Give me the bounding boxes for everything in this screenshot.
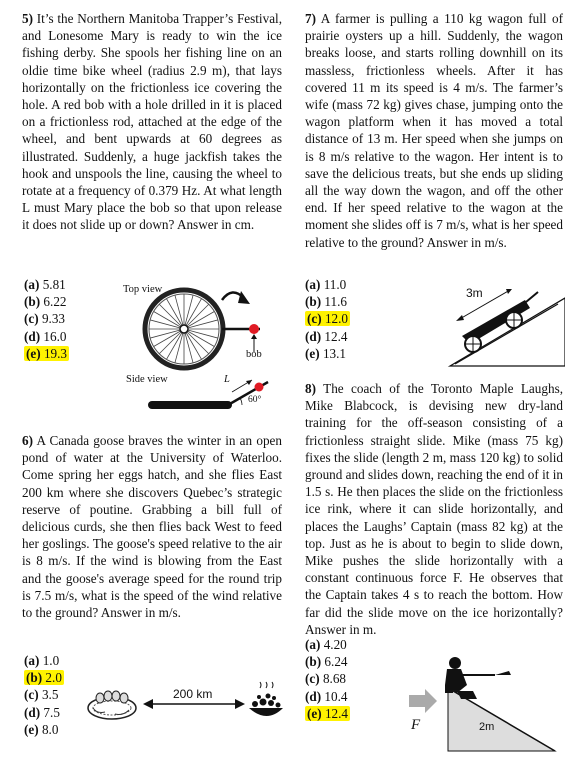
q7-answer-a (305, 276, 350, 293)
q8-number: 8) (305, 381, 316, 396)
q5-answer-list (24, 276, 69, 362)
q5-figure (110, 270, 285, 420)
q8-answer-e (305, 705, 350, 722)
q5-answer-a (24, 276, 69, 293)
angle-label: 60° (248, 395, 262, 405)
q6-answer-c (24, 686, 64, 703)
slide-length-label: 2m (479, 721, 495, 733)
q7-answer-d (305, 328, 350, 345)
q8-answer-a (305, 636, 350, 653)
answer-text (24, 722, 58, 737)
answer-value: 19.3 (43, 345, 68, 361)
answer-label: (a) (24, 277, 40, 292)
answer-label: (c) (307, 311, 322, 327)
q8-text (305, 380, 563, 638)
right-column (305, 10, 563, 251)
highlighted-answer (24, 346, 69, 361)
q6-answer-b (24, 669, 64, 686)
distance-label: 200 km (173, 687, 213, 701)
poutine-icon (249, 682, 283, 716)
answer-label: (a) (305, 637, 321, 652)
answer-text (24, 687, 58, 702)
answer-value: 9.33 (41, 311, 66, 327)
q8-answer-list (305, 636, 350, 722)
answer-label: (a) (24, 653, 40, 668)
answer-label: (e) (305, 345, 320, 361)
q5-body: It’s the Northern Manitoba Trapper’s Festival, and Lonesome Mary is ready to win the ice fishing derby. She spools her fishing line on an oldie time bike wheel (radius 2.9 m), that lays horizontally on the frictionless ice covering the hole. A red bob with a hole drilled in it is placed on a frictionless rod, attached at the edge of the wheel, and bent upwards at 60 degrees as illustrated. Suddenly, a huge jackfish takes the hook and unspools the line, causing the wheel to rotate at a frequency of 0.379 Hz. At what length L must Mary place the bob so that upon release it does not slide up or down? Answer in cm. (22, 11, 283, 233)
q6-answer-e (24, 721, 64, 738)
answer-value: 13.1 (322, 345, 347, 361)
answer-value: 12.4 (324, 328, 348, 344)
q8-figure (395, 655, 565, 760)
answer-value: 8.0 (41, 721, 59, 737)
length-l-label: L (224, 374, 230, 385)
answer-value: 6.22 (43, 294, 67, 310)
answer-text (305, 671, 346, 686)
q7-answer-list (305, 276, 350, 362)
wagon-length-label: 3m (466, 286, 483, 300)
q8-answer-d (305, 688, 350, 705)
answer-text (24, 277, 66, 292)
answer-value: 12.0 (324, 311, 349, 327)
hill (450, 298, 565, 366)
answer-label: (b) (305, 654, 322, 670)
answer-value: 1.0 (42, 653, 60, 668)
q6-body: A Canada goose braves the winter in an open pond of water at the University of Waterloo. Come spring her eggs hatch, and she flies East 200 km where she discovers Quebec’s strategic reserve of poutine. Grabbing a bill full of delicious curds, she then flies back West to feed her goslings. The goose's speed relative to the air is 8 m/s. If the wind is blowing from the East and the goose's average speed for the round trip is 7.5 m/s, what is the speed of the wind relative to the ground? Answer in m/s. (22, 433, 282, 621)
q5-answer-c (24, 310, 69, 327)
bob-label: bob (246, 349, 262, 360)
highlighted-answer (305, 311, 350, 326)
answer-value: 12.4 (324, 705, 349, 721)
q5-text (22, 10, 282, 234)
answer-text (305, 689, 348, 704)
answer-label: (e) (26, 345, 41, 361)
answer-label: (e) (24, 721, 39, 737)
answer-label: (d) (305, 688, 322, 704)
q6-answer-list (24, 652, 64, 738)
answer-text (305, 277, 346, 292)
q5-answer-e (24, 345, 69, 362)
q7-answer-c (305, 310, 350, 327)
side-view-label: Side view (126, 374, 168, 385)
q8-body: The coach of the Toronto Maple Laughs, Mike Blabcock, is devising new dry-land training for the off-season consisting of a frictionless straight slide. Mike (mass 75 kg) fixes the slide (length 2 m, mass 120 kg) to solid ground and slides down, reaching the end of it in 1.5 s. He then places the slide on the frictionless ice rink, where it can slide horizontally, and places the Laughs’ Captain (mass 82 kg) at the top. Just as he is about to begin to slide down, Mike pushes the slide horizontally with a constant continuous force F. He observes that the Captain takes 4 s to reach the bottom. How far did the slide move on the ice horizontally? Answer in m. (305, 381, 563, 637)
answer-label: (b) (305, 294, 322, 310)
answer-label: (b) (24, 294, 41, 310)
q7-answer-b (305, 293, 350, 310)
q7-text (305, 10, 563, 251)
answer-text (305, 654, 348, 669)
force-label: F (411, 717, 421, 733)
q6-block (22, 432, 282, 621)
answer-label: (e) (307, 705, 322, 721)
q8-block (305, 380, 563, 638)
answer-value: 8.68 (322, 671, 347, 687)
answer-value: 10.4 (324, 688, 348, 704)
q6-answer-d (24, 704, 64, 721)
answer-label: (d) (305, 328, 322, 344)
answer-text (305, 329, 348, 344)
answer-value: 7.5 (43, 704, 60, 720)
top-view-label: Top view (123, 284, 163, 295)
force-arrow (409, 689, 437, 713)
answer-value: 11.6 (324, 294, 348, 310)
left-column (22, 10, 282, 234)
answer-label: (d) (24, 704, 41, 720)
q6-figure (85, 678, 285, 728)
answer-value: 4.20 (323, 637, 347, 652)
answer-label: (d) (24, 328, 41, 344)
q5-number: 5) (22, 11, 33, 26)
answer-value: 3.5 (41, 687, 59, 703)
q7-answer-e (305, 345, 350, 362)
answer-text (305, 294, 347, 309)
answer-text (24, 294, 67, 309)
answer-label: (c) (24, 687, 39, 703)
q8-answer-b (305, 653, 350, 670)
highlighted-answer (24, 670, 64, 685)
q8-answer-c (305, 670, 350, 687)
answer-value: 11.0 (323, 277, 347, 292)
answer-text (24, 329, 67, 344)
q5-answer-d (24, 328, 69, 345)
answer-label: (c) (305, 671, 320, 687)
answer-text (305, 637, 347, 652)
answer-text (24, 653, 59, 668)
answer-label: (b) (26, 670, 43, 686)
answer-value: 5.81 (42, 277, 66, 292)
q5-answer-b (24, 293, 69, 310)
q6-answer-a (24, 652, 64, 669)
q7-number: 7) (305, 11, 316, 26)
answer-text (24, 705, 60, 720)
nest-icon (88, 691, 136, 719)
answer-text (305, 346, 346, 361)
highlighted-answer (305, 706, 350, 721)
q7-figure (400, 278, 565, 368)
answer-value: 2.0 (45, 670, 62, 686)
answer-value: 6.24 (324, 654, 348, 670)
q6-text (22, 432, 282, 621)
answer-value: 16.0 (43, 328, 67, 344)
q7-body: A farmer is pulling a 110 kg wagon full of prairie oysters up a hill. Suddenly, the wagon breaks loose, and starts rolling downhill on its massless, frictionless wheels. After it has covered 11 m its speed is 4 m/s. The farmer’s wife (mass 72 kg) gives chase, jumping onto the wagon platform when it has moved a total distance of 13 m. Her speed when she jumps on is 8 m/s relative to the wagon. Her intent is to save the delicious treats, but she ends up sliding all the way down the wagon, and off the other end. If her speed relative to the wagon at the moment she slides off is 7 m/s, what is her speed relative to the ground? Answer in m/s. (305, 11, 563, 250)
answer-text (24, 311, 65, 326)
answer-label: (c) (24, 311, 39, 327)
q6-number: 6) (22, 433, 33, 448)
answer-label: (a) (305, 277, 321, 292)
